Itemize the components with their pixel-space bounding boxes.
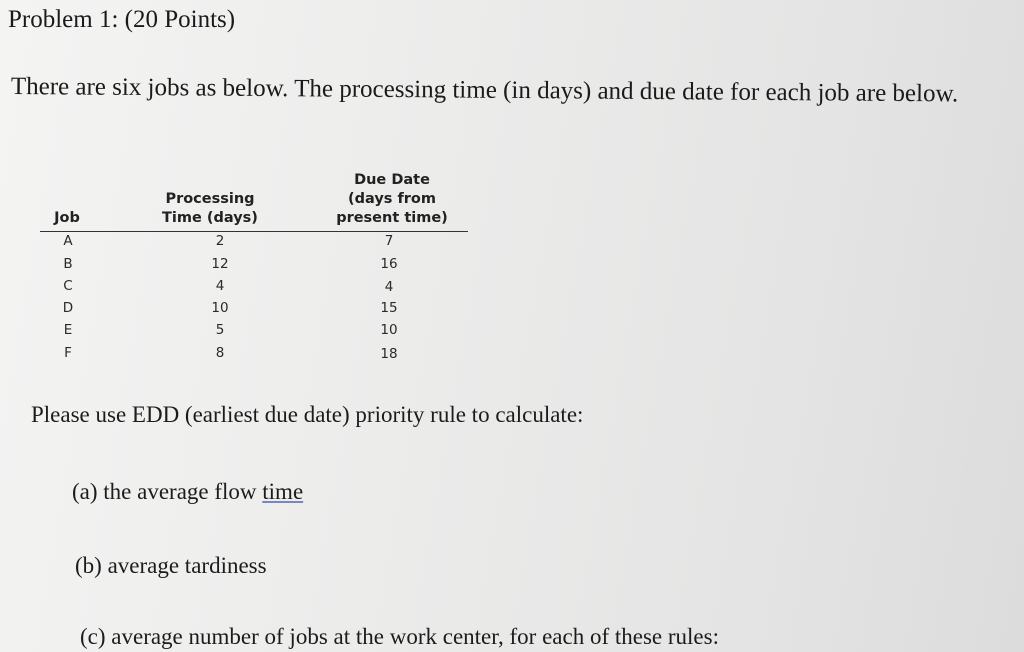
cell-job: A [63, 233, 73, 249]
question-part-c: (c) average number of jobs at the work center, for each of these rules: [80, 624, 719, 649]
cell-job: C [63, 278, 73, 294]
header-due-line2: (days from [347, 191, 436, 207]
question-part-a [72, 479, 303, 505]
instruction-prompt: Please use EDD (earliest due date) priority rule to calculate: [31, 402, 584, 427]
header-due-line3: present time) [336, 210, 448, 226]
cell-job: E [63, 322, 73, 338]
problem-title: Problem 1: (20 Points) [8, 6, 236, 33]
cell-job: F [64, 345, 72, 361]
cell-due: 16 [380, 256, 398, 272]
header-job: Job [54, 210, 80, 226]
cell-processing: 5 [215, 322, 225, 338]
cell-job: B [63, 256, 73, 272]
cell-processing: 2 [215, 233, 225, 249]
header-processing-line1: Processing [165, 191, 255, 207]
cell-processing: 8 [215, 345, 225, 361]
cell-job: D [62, 300, 74, 316]
cell-processing: 10 [211, 300, 229, 316]
cell-due: 7 [384, 233, 394, 249]
part-a-underlined-word: time [262, 479, 304, 504]
table-header-rule [40, 231, 468, 232]
header-due-date [318, 171, 466, 228]
header-due-line1: Due Date [354, 172, 430, 188]
question-part-b: (b) average tardiness [75, 553, 267, 578]
cell-processing: 12 [211, 256, 229, 272]
problem-intro: There are six jobs as below. The processing time (in days) and due date for each job are below. [10, 73, 959, 108]
cell-due: 18 [380, 346, 398, 362]
header-processing-line2: Time (days) [162, 210, 258, 226]
cell-due: 4 [384, 279, 394, 295]
cell-due: 15 [380, 300, 398, 316]
cell-due: 10 [380, 322, 398, 338]
header-processing-time [140, 190, 280, 228]
cell-processing: 4 [215, 278, 225, 294]
part-a-text: (a) the average flow [72, 479, 263, 504]
